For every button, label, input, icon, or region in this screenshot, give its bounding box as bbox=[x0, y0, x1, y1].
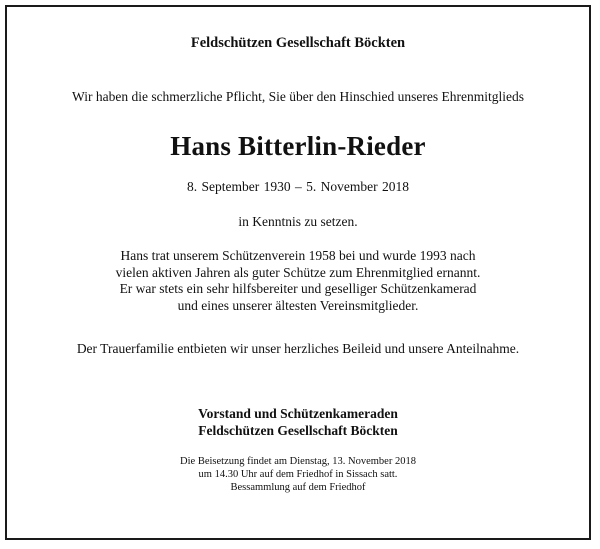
signature-line: Vorstand und Schützenkameraden bbox=[198, 406, 398, 421]
life-dates: 8. September 1930 – 5. November 2018 bbox=[187, 179, 409, 194]
kenntnis-text: in Kenntnis zu setzen. bbox=[238, 214, 358, 229]
deceased-name: Hans Bitterlin-Rieder bbox=[170, 131, 426, 161]
biography-paragraph bbox=[7, 248, 589, 314]
biography-line: vielen aktiven Jahren als guter Schütze zum Ehrenmitglied ernannt. bbox=[115, 264, 481, 280]
obituary-notice bbox=[5, 5, 591, 540]
funeral-line: Bessammlung auf dem Friedhof bbox=[230, 482, 366, 493]
organization-heading: Feldschützen Gesellschaft Böckten bbox=[190, 35, 406, 51]
signature-block bbox=[7, 405, 589, 439]
funeral-details bbox=[7, 455, 589, 494]
intro-text: Wir haben die schmerzliche Pflicht, Sie über den Hinschied unseres Ehrenmitglieds bbox=[72, 89, 524, 104]
signature-line: Feldschützen Gesellschaft Böckten bbox=[198, 423, 398, 438]
biography-line: Hans trat unserem Schützenverein 1958 bei und wurde 1993 nach bbox=[120, 248, 476, 263]
funeral-line: Die Beisetzung findet am Dienstag, 13. November 2018 bbox=[180, 456, 416, 467]
biography-line: Er war stets ein sehr hilfsbereiter und geselliger Schützenkamerad bbox=[119, 281, 477, 296]
condolence-text: Der Trauerfamilie entbieten wir unser herzliches Beileid und unsere Anteilnahme. bbox=[76, 341, 520, 356]
funeral-line: um 14.30 Uhr auf dem Friedhof in Sissach satt. bbox=[198, 469, 398, 480]
biography-line: und eines unserer ältesten Vereinsmitglieder. bbox=[177, 297, 419, 313]
